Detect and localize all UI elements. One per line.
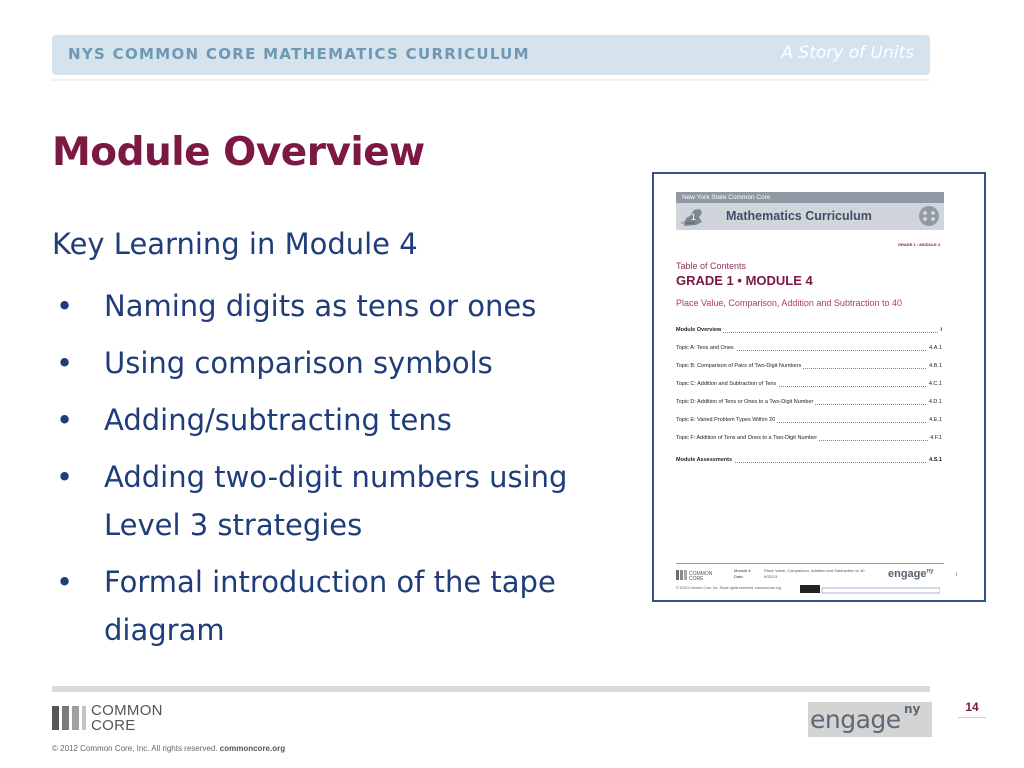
bullet-item	[52, 396, 642, 444]
curriculum-label: NYS COMMON CORE MATHEMATICS CURRICULUM	[68, 45, 530, 63]
bullet-text: Using comparison symbols	[104, 346, 493, 380]
thumbnail-banner-top-text: New York State Common Core	[682, 194, 771, 201]
toc-page: 4.S.1	[929, 457, 942, 463]
toc-page: 4.F.1	[930, 435, 942, 441]
engage-logo-text: engage	[810, 705, 901, 734]
bullet-item	[52, 339, 642, 387]
bullet-dot: •	[56, 460, 74, 494]
thumbnail-banner	[676, 192, 944, 230]
toc-label: Topic E: Varied Problem Types Within 20	[676, 417, 776, 423]
svg-text:1: 1	[691, 212, 697, 222]
header-divider	[52, 79, 930, 81]
common-core-logo-icon	[52, 705, 88, 731]
toc-page: 4.C.1	[928, 381, 942, 387]
copyright-notice: © 2012 Common Core, Inc. All rights reserved. commoncore.org	[52, 744, 286, 753]
toc-row	[676, 399, 942, 417]
bullet-dot: •	[56, 565, 74, 599]
thumbnail-toc-list	[676, 327, 942, 475]
toc-label: Module Overview	[676, 327, 722, 333]
toc-row	[676, 363, 942, 381]
thumbnail-footer-values: Place Value, Comparison, Addition and Subtraction to 40 9/20/13	[764, 568, 865, 579]
thumbnail-grade-module-tag: GRADE 1 • MODULE 4	[897, 242, 940, 247]
thumbnail-toc-heading: Table of Contents	[676, 261, 747, 271]
toc-page: 4.D.1	[928, 399, 942, 405]
thumbnail-page-number: i	[956, 572, 958, 578]
bullet-text: Formal introduction of the tape diagram	[104, 565, 556, 647]
toc-page: 4.A.1	[929, 345, 942, 351]
thumbnail-subtitle: Place Value, Comparison, Addition and Subtraction to 40	[676, 298, 902, 308]
footer-rule	[52, 686, 930, 692]
bullet-item	[52, 558, 642, 654]
svg-text:COMMON: COMMON	[689, 571, 713, 577]
document-thumbnail	[652, 172, 986, 602]
toc-label: Topic D: Addition of Tens or Ones to a Two-Digit Number	[676, 399, 814, 405]
toc-label: Module Assessments	[676, 457, 733, 463]
key-learning-heading: Key Learning in Module 4	[52, 227, 418, 261]
series-label: A Story of Units	[781, 43, 914, 63]
bullet-item	[52, 282, 642, 330]
gear-icon	[918, 205, 940, 227]
page-title: Module Overview	[52, 130, 425, 175]
header-bar	[52, 35, 930, 75]
thumbnail-engage-logo: engage$^{ny}$	[888, 568, 934, 580]
toc-page: 4.E.1	[929, 417, 942, 423]
key-learning-list	[52, 224, 642, 663]
toc-page: i	[940, 327, 942, 333]
bullet-text: Adding/subtracting tens	[104, 403, 452, 437]
license-badge-icon	[800, 585, 940, 594]
bullet-item	[52, 453, 642, 549]
toc-row	[676, 417, 942, 435]
toc-label: Topic F: Addition of Tens and Ones to a Two-Digit Number	[676, 435, 818, 441]
common-core-logo-text: COMMON CORE	[91, 702, 163, 734]
toc-row	[676, 327, 942, 345]
thumbnail-grade-module: GRADE 1 • MODULE 4	[676, 273, 813, 288]
bullet-dot: •	[56, 403, 74, 437]
thumbnail-banner-title: Mathematics Curriculum	[726, 209, 872, 223]
toc-label: Topic C: Addition and Subtraction of Tens	[676, 381, 777, 387]
engage-logo-sup: ny	[904, 702, 921, 716]
toc-row	[676, 381, 942, 399]
commoncore-link[interactable]: commoncore.org	[219, 744, 286, 753]
bullet-dot: •	[56, 346, 74, 380]
thumbnail-footer-rule	[676, 563, 944, 564]
thumbnail-copyright: © 2013 Common Core, Inc. Some rights reserved. commoncore.org	[676, 586, 782, 590]
toc-label: Topic B: Comparison of Pairs of Two-Digit Numbers	[676, 363, 802, 369]
toc-page: 4.B.1	[929, 363, 942, 369]
page-number: 14	[958, 698, 986, 718]
bullet-text: Naming digits as tens or ones	[104, 289, 537, 323]
common-core-logo-icon	[676, 568, 724, 582]
toc-label: Topic A: Tens and Ones	[676, 345, 734, 351]
toc-row	[676, 457, 942, 475]
svg-text:CORE: CORE	[689, 576, 704, 582]
bullet-text: Adding two-digit numbers using Level 3 strategies	[104, 460, 568, 542]
toc-row	[676, 435, 942, 453]
thumbnail-footer-labels: Module 4: Date:	[734, 568, 752, 579]
toc-row	[676, 345, 942, 363]
engage-ny-logo	[808, 702, 932, 737]
thumbnail-grade-label: GRADE	[681, 220, 696, 225]
bullet-dot: •	[56, 289, 74, 323]
